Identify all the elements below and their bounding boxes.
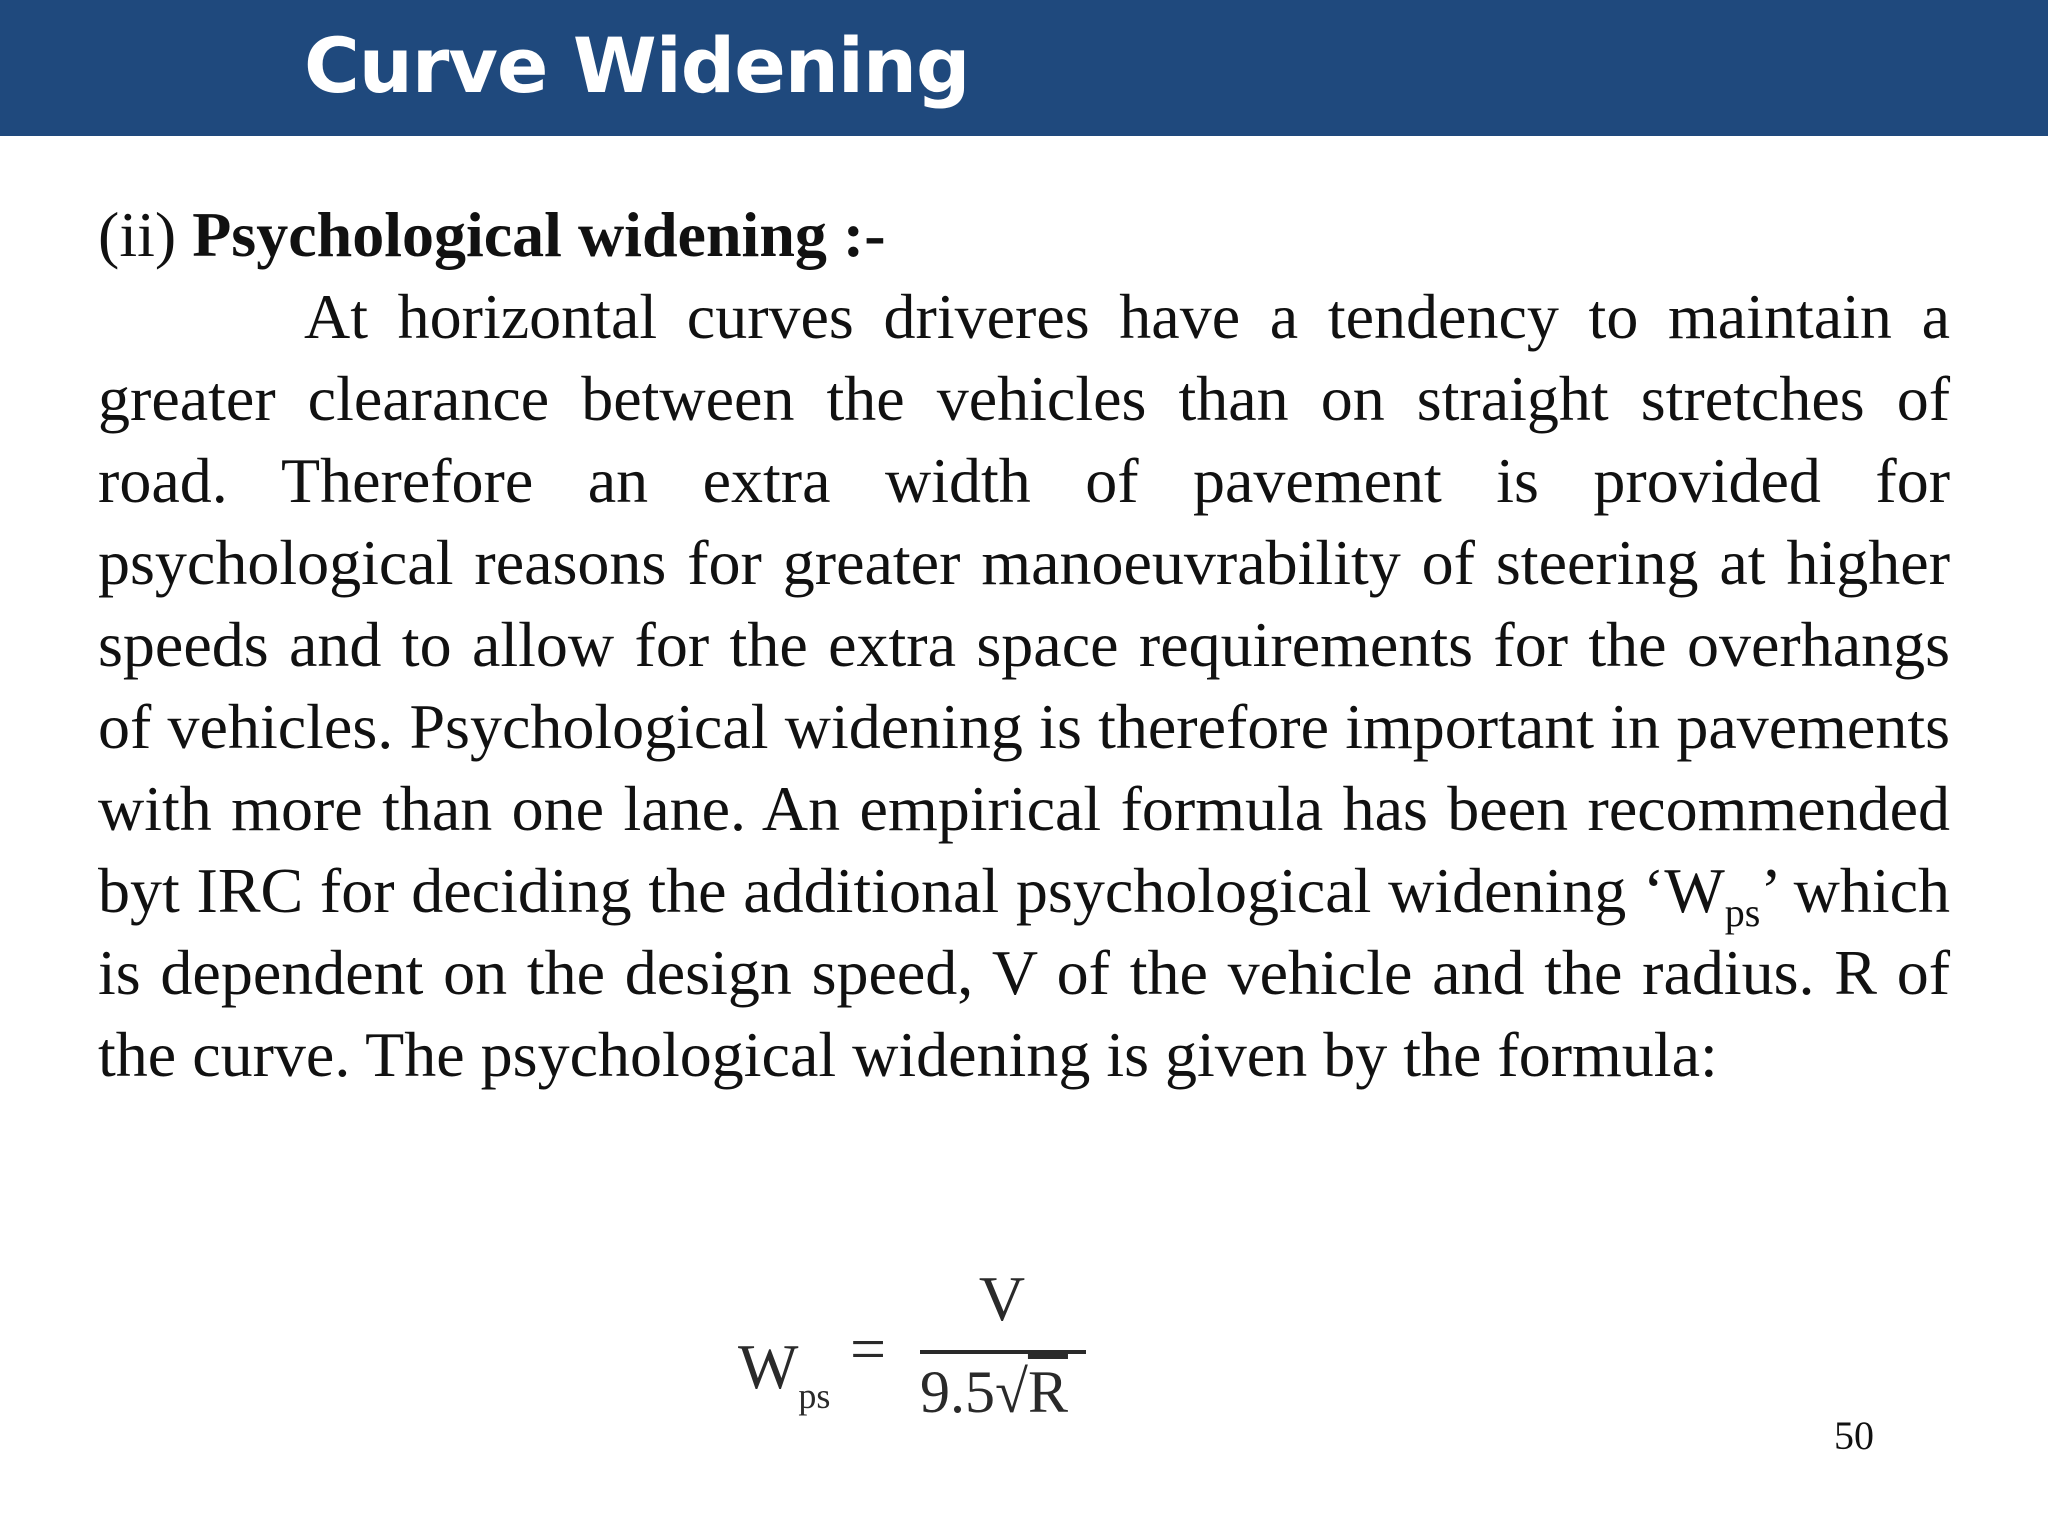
- title-bar: [0, 0, 2048, 136]
- formula-lhs: [738, 1330, 830, 1417]
- paragraph-subscript: ps: [1724, 890, 1761, 935]
- page-number: 50: [1834, 1413, 1874, 1458]
- formula-radicand: R: [1027, 1359, 1068, 1425]
- formula-radical-sign: √: [995, 1359, 1028, 1425]
- formula-denominator-coefficient: 9.5: [920, 1359, 995, 1425]
- formula-equals: =: [850, 1313, 887, 1384]
- body-paragraph: [98, 276, 1950, 1096]
- formula-denominator: [920, 1358, 1068, 1427]
- paragraph-text-part2: ’ which is dependent on the design speed, V of the vehicle and the radius. R of the curve. The psychological widening is given by the formula:: [98, 855, 1951, 1090]
- formula-fraction-bar: [920, 1350, 1086, 1354]
- paragraph-text-part1: At horizontal curves driveres have a tendency to maintain a greater clearance between the vehicles than on straight stretches of road. Therefore an extra width of pavement is provided for psychological reasons for greater manoeuvrability of steering at higher speeds and to allow for the extra space requirements for the overhangs of vehicles. Psychological widening is therefore important in pavements with more than one lane. An empirical formula has been recommended byt IRC for deciding the additional psychological widening ‘W: [98, 281, 1950, 926]
- formula-lhs-subscript: ps: [798, 1376, 831, 1416]
- formula-numerator: V: [978, 1263, 1026, 1334]
- section-heading-label: Psychological widening :-: [192, 199, 886, 270]
- slide-content: [98, 194, 1950, 1096]
- section-heading: [98, 194, 1950, 276]
- section-number: (ii): [98, 199, 193, 270]
- formula-lhs-symbol: W: [738, 1331, 799, 1402]
- slide-title: Curve Widening: [304, 21, 970, 110]
